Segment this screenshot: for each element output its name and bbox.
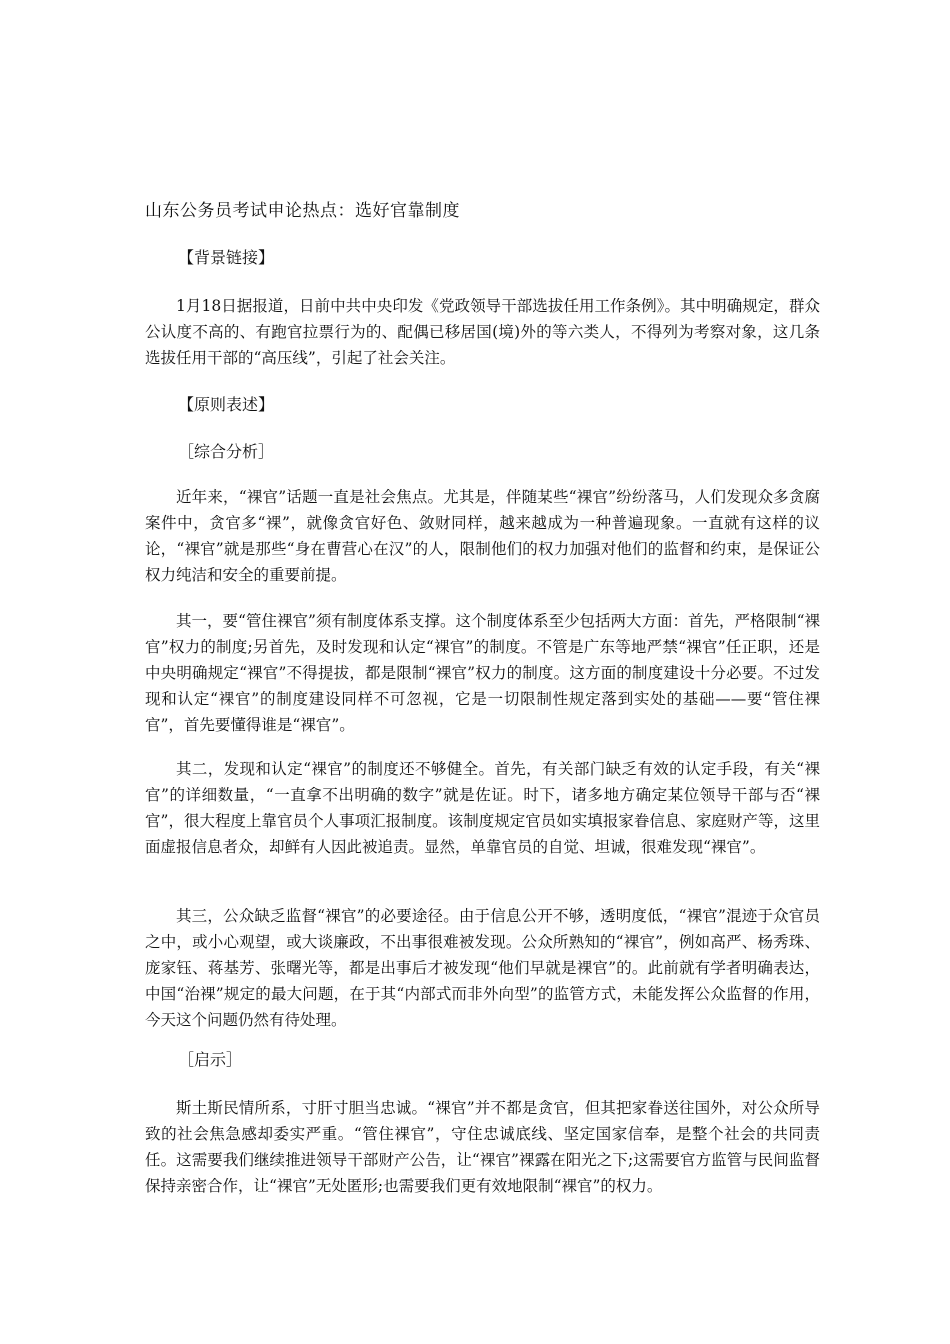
insight-heading: ［启示］	[178, 1050, 243, 1069]
analysis-paragraph-4: 其三，公众缺乏监督“裸官”的必要途径。由于信息公开不够，透明度低，“裸官”混迹于众官员之中，或小心观望，或大谈廉政，不出事很难被发现。公众所熟知的“裸官”，例如高严、杨秀珠、庞家钰、蒋基芳、张曙光等，都是出事后才被发现“他们早就是裸官”的。此前就有学者明确表达，中国“治裸”规定的最大问题，在于其“内部式而非外向型”的监管方式，未能发挥公众监督的作用，今天这个问题仍然有待处理。	[145, 907, 820, 1029]
analysis-paragraph-3: 其二，发现和认定“裸官”的制度还不够健全。首先，有关部门缺乏有效的认定手段，有关“裸官”的详细数量，“一直拿不出明确的数字”就是佐证。时下，诸多地方确定某位领导干部与否“裸官”，很大程度上靠官员个人事项汇报制度。该制度规定官员如实填报家眷信息、家庭财产等，这里面虚报信息者众，却鲜有人因此被追责。显然，单靠官员的自觉、坦诚，很难发现“裸官”。	[145, 760, 820, 856]
document-title: 山东公务员考试申论热点：选好官靠制度	[145, 201, 460, 221]
analysis-paragraph-2: 其一，要“管住裸官”须有制度体系支撑。这个制度体系至少包括两大方面：首先，严格限制“裸官”权力的制度;另首先，及时发现和认定“裸官”的制度。不管是广东等地严禁“裸官”任正职，还是中央明确规定“裸官”不得提拔，都是限制“裸官”权力的制度。这方面的制度建设十分必要。不过发现和认定“裸官”的制度建设同样不可忽视，它是一切限制性规定落到实处的基础——要“管住裸官”，首先要懂得谁是“裸官”。	[145, 612, 820, 734]
background-heading: 【背景链接】	[178, 248, 275, 267]
analysis-heading: ［综合分析］	[178, 442, 275, 461]
principle-heading: 【原则表述】	[178, 395, 275, 414]
background-paragraph: 1月18日据报道，日前中共中央印发《党政领导干部选拔任用工作条例》。其中明确规定，群众公认度不高的、有跑官拉票行为的、配偶已移居国(境)外的等六类人，不得列为考察对象，这几条选拔任用干部的“高压线”，引起了社会关注。	[145, 297, 820, 367]
insight-paragraph: 斯土斯民情所系，寸肝寸胆当忠诚。“裸官”并不都是贪官，但其把家眷送往国外，对公众所导致的社会焦急感却委实严重。“管住裸官”，守住忠诚底线、坚定国家信奉，是整个社会的共同责任。这需要我们继续推进领导干部财产公告，让“裸官”裸露在阳光之下;这需要官方监管与民间监督保持亲密合作，让“裸官”无处匿形;也需要我们更有效地限制“裸官”的权力。	[145, 1099, 820, 1195]
analysis-paragraph-1: 近年来，“裸官”话题一直是社会焦点。尤其是，伴随某些“裸官”纷纷落马，人们发现众多贪腐案件中，贪官多“裸”，就像贪官好色、敛财同样，越来越成为一种普遍现象。一直就有这样的议论，“裸官”就是那些“身在曹营心在汉”的人，限制他们的权力加强对他们的监督和约束，是保证公权力纯洁和安全的重要前提。	[145, 488, 820, 584]
